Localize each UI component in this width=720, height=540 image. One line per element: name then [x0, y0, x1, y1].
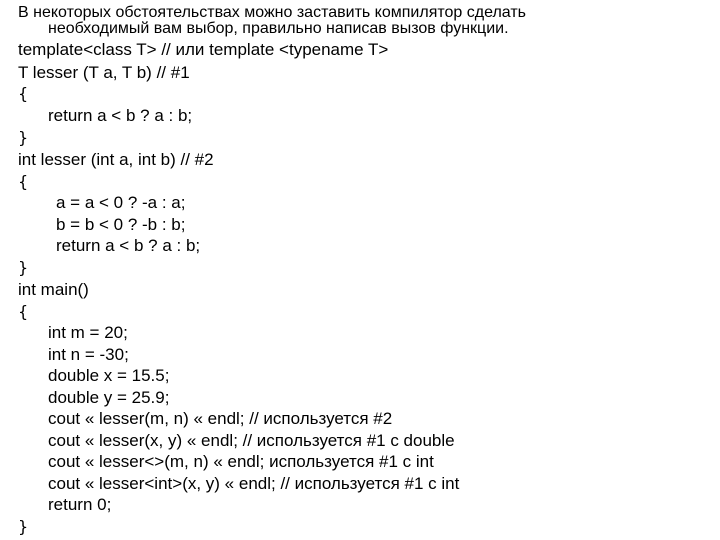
code-line-double-y: double y = 25.9; — [48, 388, 170, 407]
code-line-int-m: int m = 20; — [48, 323, 128, 342]
code-line-main-signature: int main() — [18, 280, 89, 299]
code-line-close-brace-1: } — [18, 128, 29, 147]
code-line-return-zero: return 0; — [48, 495, 112, 514]
code-line-abs-b: b = b < 0 ? -b : b; — [56, 215, 186, 234]
code-line-abs-a: a = a < 0 ? -a : a; — [56, 193, 186, 212]
code-line-return-template: return a < b ? a : b; — [48, 106, 193, 125]
code-line-lesser-template-signature: T lesser (T a, T b) // #1 — [18, 63, 190, 82]
intro-line-2: необходимый вам выбор, правильно написав вызов функции. — [48, 20, 509, 37]
code-line-open-brace-2: { — [18, 172, 29, 191]
code-line-cout-empty-template: cout « lesser<>(m, n) « endl; используется #1 с int — [48, 452, 434, 471]
code-line-open-brace-3: { — [18, 302, 29, 321]
code-line-lesser-int-signature: int lesser (int a, int b) // #2 — [18, 150, 214, 169]
code-line-double-x: double x = 15.5; — [48, 366, 170, 385]
code-line-cout-mn: cout « lesser(m, n) « endl; // используется #2 — [48, 409, 393, 428]
code-line-return-int: return a < b ? a : b; — [56, 236, 201, 255]
code-line-close-brace-2: } — [18, 258, 29, 277]
code-line-cout-xy: cout « lesser(x, y) « endl; // используется #1 с double — [48, 431, 455, 450]
code-line-template: template<class T> // или template <typename T> — [18, 40, 389, 59]
code-line-cout-int-template: cout « lesser<int>(x, y) « endl; // используется #1 с int — [48, 474, 460, 493]
code-line-int-n: int n = -30; — [48, 345, 129, 364]
code-line-close-brace-3: } — [18, 517, 29, 536]
code-line-open-brace-1: { — [18, 84, 29, 103]
intro-line-1: В некоторых обстоятельствах можно заставить компилятор сделать — [18, 4, 526, 21]
